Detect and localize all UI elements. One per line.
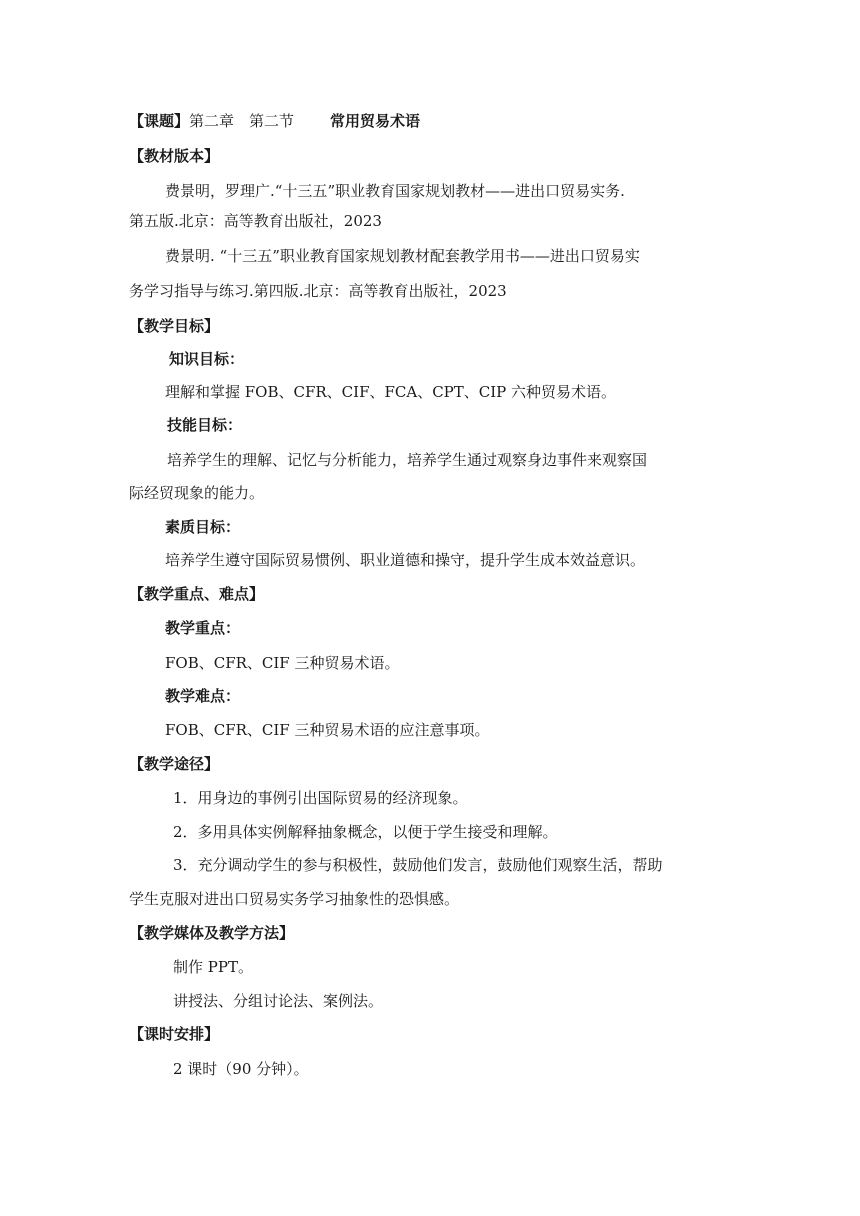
lesson-title-label: 【课题】	[129, 112, 190, 130]
approach-item-1: 1．用身边的事例引出国际贸易的经济现象。	[173, 789, 468, 807]
skill-objective-line-2: 际经贸现象的能力。	[129, 484, 265, 502]
schedule-text: 2 课时（90 分钟）。	[173, 1060, 309, 1078]
approach-heading: 【教学途径】	[129, 755, 220, 773]
quality-objective-label: 素质目标：	[165, 518, 241, 536]
textbook-line-2: 第五版.北京：高等教育出版社，2023	[129, 212, 382, 230]
media-heading: 【教学媒体及教学方法】	[129, 924, 295, 942]
lesson-chapter: 第二章 第二节	[189, 112, 295, 130]
difficult-point-text: FOB、CFR、CIF 三种贸易术语的应注意事项。	[165, 721, 490, 739]
skill-objective-label: 技能目标：	[167, 416, 243, 434]
key-point-text: FOB、CFR、CIF 三种贸易术语。	[165, 654, 400, 672]
media-line-1: 制作 PPT。	[173, 958, 253, 976]
key-points-heading: 【教学重点、难点】	[129, 585, 265, 603]
lesson-topic: 常用贸易术语	[330, 112, 421, 130]
textbook-line-4: 务学习指导与练习.第四版.北京：高等教育出版社，2023	[129, 282, 507, 300]
knowledge-objective-text: 理解和掌握 FOB、CFR、CIF、FCA、CPT、CIP 六种贸易术语。	[165, 383, 617, 401]
key-point-label: 教学重点：	[165, 619, 241, 637]
approach-item-3-line-1: 3．充分调动学生的参与积极性，鼓励他们发言，鼓励他们观察生活，帮助	[173, 856, 663, 874]
quality-objective-text: 培养学生遵守国际贸易惯例、职业道德和操守，提升学生成本效益意识。	[165, 551, 646, 569]
approach-item-3-line-2: 学生克服对进出口贸易实务学习抽象性的恐惧感。	[129, 890, 460, 908]
knowledge-objective-label: 知识目标：	[169, 350, 245, 368]
skill-objective-line-1: 培养学生的理解、记忆与分析能力，培养学生通过观察身边事件来观察国	[167, 451, 648, 469]
textbook-heading: 【教材版本】	[129, 147, 220, 165]
difficult-point-label: 教学难点：	[165, 687, 241, 705]
textbook-line-3: 费景明. “十三五”职业教育国家规划教材配套教学用书——进出口贸易实	[165, 247, 640, 265]
textbook-line-1: 费景明，罗理广.“十三五”职业教育国家规划教材——进出口贸易实务.	[165, 182, 625, 200]
media-line-2: 讲授法、分组讨论法、案例法。	[173, 992, 384, 1010]
objectives-heading: 【教学目标】	[129, 317, 220, 335]
lesson-title-line	[129, 111, 420, 131]
schedule-heading: 【课时安排】	[129, 1025, 220, 1043]
approach-item-2: 2．多用具体实例解释抽象概念，以便于学生接受和理解。	[173, 823, 558, 841]
